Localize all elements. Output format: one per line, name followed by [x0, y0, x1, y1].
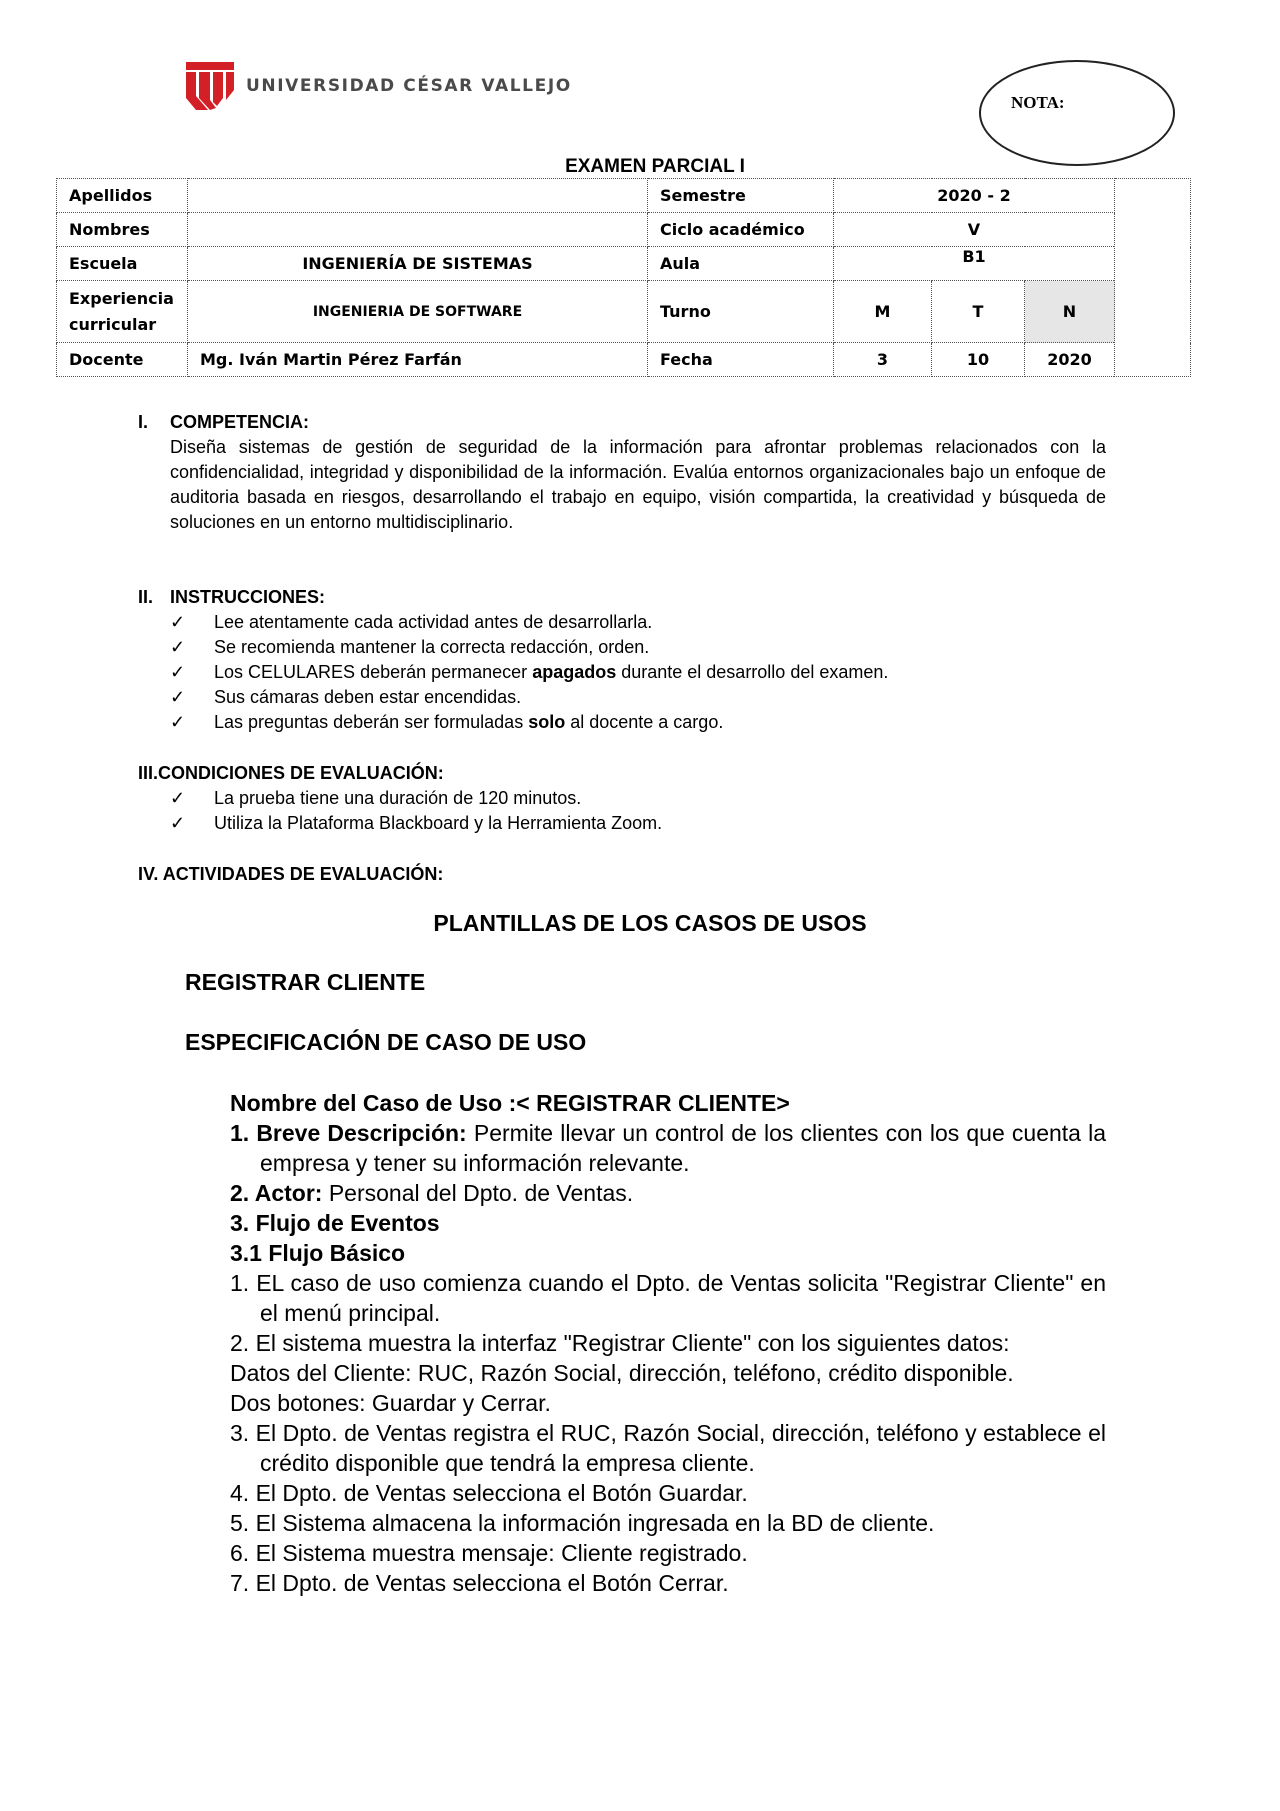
condiciones-section: [138, 761, 1106, 836]
item-text: durante el desarrollo del examen.: [616, 662, 889, 682]
flow-step: 7. El Dpto. de Ventas selecciona el Botón Cerrar.: [230, 1570, 729, 1596]
flow-step: 5. El Sistema almacena la información ingresada en la BD de cliente.: [230, 1510, 935, 1536]
flow-step: 4. El Dpto. de Ventas selecciona el Botón Guardar.: [230, 1480, 748, 1506]
item-text: Lee atentamente cada actividad antes de desarrollarla.: [214, 612, 653, 632]
ciclo-label: Ciclo académico: [648, 213, 834, 247]
list-item: [170, 710, 1106, 735]
ciclo-value: V: [834, 213, 1115, 247]
list-item: [170, 786, 1106, 811]
turno-m: M: [834, 281, 932, 343]
side-blank-cell: [1115, 179, 1191, 377]
experiencia-value: INGENIERIA DE SOFTWARE: [188, 281, 648, 343]
actor: [230, 1178, 1106, 1208]
table-row: [57, 343, 1191, 377]
instrucciones-section: [138, 585, 1106, 735]
flujo-eventos-heading: [230, 1208, 1106, 1238]
flujo-basico-text: 3.1 Flujo Básico: [230, 1240, 406, 1266]
table-row: [57, 213, 1191, 247]
fecha-year: 2020: [1025, 343, 1115, 377]
actividades-heading: IV. ACTIVIDADES DE EVALUACIÓN:: [138, 864, 444, 884]
experiencia-label-line2: curricular: [69, 314, 157, 334]
brief-text: Permite llevar un control de los clientes con los que cuenta la empresa y tener su información relevante.: [260, 1120, 1106, 1176]
flow-detail: Datos del Cliente: RUC, Razón Social, dirección, teléfono, crédito disponible.: [230, 1360, 1014, 1386]
instrucciones-heading: [138, 585, 1106, 610]
experiencia-label: [57, 281, 188, 343]
section-title: COMPETENCIA:: [170, 412, 309, 432]
flow-step: 1. EL caso de uso comienza cuando el Dpto. de Ventas solicita "Registrar Cliente" en el menú principal.: [230, 1270, 1106, 1326]
list-item: [170, 660, 1106, 685]
use-case-name: [230, 1088, 1106, 1118]
turno-label: Turno: [648, 281, 834, 343]
university-name: UNIVERSIDAD CÉSAR VALLEJO: [246, 76, 572, 96]
use-case-name-text: Nombre del Caso de Uso :< REGISTRAR CLIENTE>: [230, 1090, 790, 1116]
aula-label: Aula: [648, 247, 834, 281]
table-row: [57, 281, 1191, 343]
competencia-section: [138, 410, 1106, 535]
item-bold: apagados: [532, 662, 617, 682]
instrucciones-list: [138, 610, 1106, 735]
experiencia-label-line1: Experiencia: [69, 288, 174, 308]
check-icon: ✓: [170, 637, 186, 657]
check-icon: ✓: [170, 687, 186, 707]
flujo-basico-heading: [230, 1238, 1106, 1268]
grade-box: [979, 60, 1175, 166]
item-text: Las preguntas deberán ser formuladas: [214, 712, 529, 732]
item-text: La prueba tiene una duración de 120 minutos.: [214, 788, 582, 808]
actor-label: 2. Actor:: [230, 1180, 323, 1206]
especificacion-title: ESPECIFICACIÓN DE CASO DE USO: [185, 1029, 587, 1055]
item-text: Sus cámaras deben estar encendidas.: [214, 687, 522, 707]
table-row: [57, 179, 1191, 213]
apellidos-label: Apellidos: [57, 179, 188, 213]
section-number: II.: [138, 587, 154, 607]
brief-description: [230, 1118, 1106, 1178]
item-text: Utiliza la Plataforma Blackboard y la Herramienta Zoom.: [214, 813, 663, 833]
check-icon: ✓: [170, 788, 186, 808]
item-bold: solo: [528, 712, 566, 732]
student-info-table: [56, 178, 1191, 377]
fecha-day: 3: [834, 343, 932, 377]
semestre-value: 2020 - 2: [834, 179, 1115, 213]
university-logo: [186, 60, 572, 112]
condiciones-list: [138, 786, 1106, 836]
check-icon: ✓: [170, 813, 186, 833]
section-number: I.: [138, 412, 149, 432]
escuela-label: Escuela: [57, 247, 188, 281]
turno-n: N: [1025, 281, 1115, 343]
docente-label: Docente: [57, 343, 188, 377]
fecha-label: Fecha: [648, 343, 834, 377]
check-icon: ✓: [170, 662, 186, 682]
table-row: [57, 247, 1191, 281]
flujo-eventos-text: 3. Flujo de Eventos: [230, 1210, 440, 1236]
registrar-cliente-title: REGISTRAR CLIENTE: [185, 969, 426, 995]
list-item: [170, 635, 1106, 660]
item-text: al docente a cargo.: [565, 712, 724, 732]
flow-step: 6. El Sistema muestra mensaje: Cliente registrado.: [230, 1540, 748, 1566]
apellidos-field[interactable]: [188, 179, 648, 213]
condiciones-heading: III.CONDICIONES DE EVALUACIÓN:: [138, 763, 444, 783]
use-case-spec: [230, 1088, 1106, 1598]
flow-step: 2. El sistema muestra la interfaz "Registrar Cliente" con los siguientes datos:: [230, 1330, 1010, 1356]
fecha-month: 10: [932, 343, 1025, 377]
nota-label: NOTA:: [1011, 93, 1065, 112]
item-text: Los CELULARES deberán permanecer: [214, 662, 533, 682]
competencia-heading: [138, 410, 1106, 435]
plantillas-title: PLANTILLAS DE LOS CASOS DE USOS: [433, 910, 867, 936]
brief-label: 1. Breve Descripción:: [230, 1120, 467, 1146]
check-icon: ✓: [170, 612, 186, 632]
list-item: [170, 685, 1106, 710]
actor-text: Personal del Dpto. de Ventas.: [322, 1180, 634, 1206]
nombres-label: Nombres: [57, 213, 188, 247]
flow-detail: Dos botones: Guardar y Cerrar.: [230, 1390, 551, 1416]
escuela-value: INGENIERÍA DE SISTEMAS: [188, 247, 648, 281]
semestre-label: Semestre: [648, 179, 834, 213]
turno-t: T: [932, 281, 1025, 343]
competencia-text: Diseña sistemas de gestión de seguridad de la información para afrontar problemas relacionados con la confidencialidad, integridad y disponibilidad de la información. Evalúa entornos organizacionales bajo un enfoque de auditoria basada en riesgos, desarrollando el trabajo en equipo, visión compartida, la creatividad y búsqueda de soluciones en un entorno multidisciplinario.: [170, 437, 1106, 532]
check-icon: ✓: [170, 712, 186, 732]
flow-step: 3. El Dpto. de Ventas registra el RUC, Razón Social, dirección, teléfono y establece el crédito disponible que tendrá la empresa cliente.: [230, 1420, 1106, 1476]
ucv-logo-icon: [186, 60, 234, 112]
section-title: INSTRUCCIONES:: [170, 587, 326, 607]
item-text: Se recomienda mantener la correcta redacción, orden.: [214, 637, 650, 657]
list-item: [170, 811, 1106, 836]
nombres-field[interactable]: [188, 213, 648, 247]
aula-value: B1: [834, 247, 1115, 281]
exam-title: EXAMEN PARCIAL I: [565, 156, 745, 177]
list-item: [170, 610, 1106, 635]
docente-value: Mg. Iván Martin Pérez Farfán: [188, 343, 648, 377]
